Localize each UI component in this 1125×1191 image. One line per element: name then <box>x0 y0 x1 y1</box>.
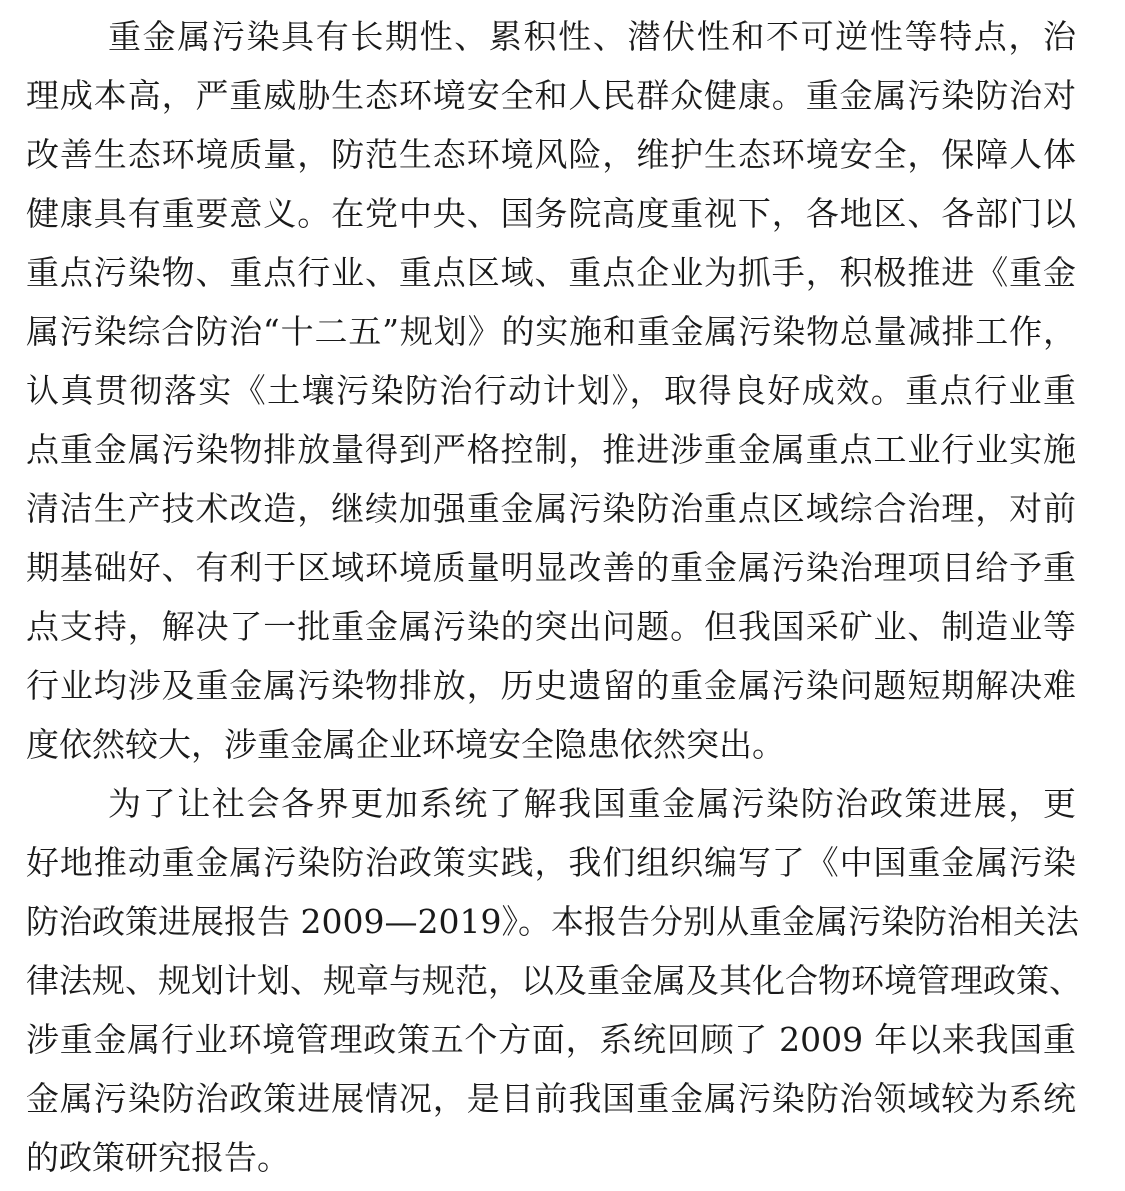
text-line: 防治政策进展报告 2009—2019》。本报告分别从重金属污染防治相关法 <box>26 902 1079 941</box>
text-line: 改善生态环境质量，防范生态环境风险，维护生态环境安全，保障人体 <box>26 135 1076 174</box>
text-line: 健康具有重要意义。在党中央、国务院高度重视下，各地区、各部门以 <box>26 194 1076 233</box>
text-line: 金属污染防治政策进展情况，是目前我国重金属污染防治领域较为系统 <box>26 1079 1076 1118</box>
text-line: 点支持，解决了一批重金属污染的突出问题。但我国采矿业、制造业等 <box>26 607 1076 646</box>
text-line: 度依然较大，涉重金属企业环境安全隐患依然突出。 <box>26 725 785 764</box>
text-line: 重金属污染具有长期性、累积性、潜伏性和不可逆性等特点，治 <box>108 17 1076 56</box>
text-line: 为了让社会各界更加系统了解我国重金属污染防治政策进展，更 <box>108 784 1076 823</box>
text-line: 认真贯彻落实《土壤污染防治行动计划》，取得良好成效。重点行业重 <box>26 371 1076 410</box>
text-line: 重点污染物、重点行业、重点区域、重点企业为抓手，积极推进《重金 <box>26 253 1076 292</box>
text-line: 律法规、规划计划、规章与规范，以及重金属及其化合物环境管理政策、 <box>26 961 1082 1000</box>
text-line: 涉重金属行业环境管理政策五个方面，系统回顾了 2009 年以来我国重 <box>26 1020 1076 1059</box>
text-line: 行业均涉及重金属污染物排放，历史遗留的重金属污染问题短期解决难 <box>26 666 1076 705</box>
text-line: 理成本高，严重威胁生态环境安全和人民群众健康。重金属污染防治对 <box>26 76 1076 115</box>
text-line: 清洁生产技术改造，继续加强重金属污染防治重点区域综合治理，对前 <box>26 489 1076 528</box>
text-line: 好地推动重金属污染防治政策实践，我们组织编写了《中国重金属污染 <box>26 843 1076 882</box>
text-line: 的政策研究报告。 <box>26 1138 290 1177</box>
text-line: 点重金属污染物排放量得到严格控制，推进涉重金属重点工业行业实施 <box>26 430 1076 469</box>
text-line: 属污染综合防治“十二五”规划》的实施和重金属污染物总量减排工作， <box>26 312 1076 351</box>
text-line: 期基础好、有利于区域环境质量明显改善的重金属污染治理项目给予重 <box>26 548 1076 587</box>
